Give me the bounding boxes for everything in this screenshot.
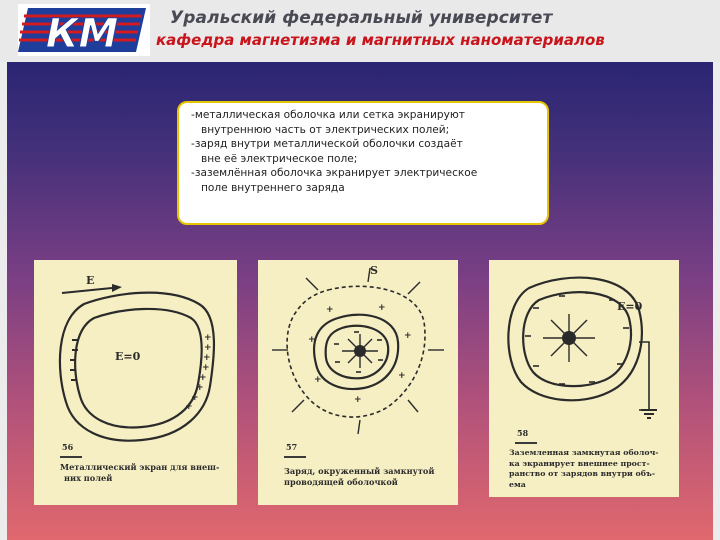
svg-text:+: + xyxy=(199,373,207,383)
statement-line: -металлическая оболочка или сетка экранируют xyxy=(191,109,465,121)
svg-text:+: + xyxy=(196,383,204,393)
department-title: кафедра магнетизма и магнитных наноматериалов xyxy=(156,31,605,49)
figure-enclosed-charge xyxy=(258,260,458,505)
statement-line: -заземлённая оболочка экранирует электрическое xyxy=(191,167,478,180)
figure-caption: Металлический экран для внеш- них полей xyxy=(60,462,220,483)
svg-text:+: + xyxy=(378,303,386,313)
figure-grounded-shell xyxy=(489,260,679,497)
statement-line: внутреннюю часть от электрических полей; xyxy=(201,123,450,136)
statement-line: поле внутреннего заряда xyxy=(201,181,345,194)
svg-text:+: + xyxy=(314,375,322,385)
svg-text:+: + xyxy=(202,363,210,373)
svg-text:+: + xyxy=(191,393,199,403)
svg-text:+: + xyxy=(185,402,193,412)
outer-field-label: E=0 xyxy=(617,300,643,313)
induced-positive-charges xyxy=(185,333,212,412)
svg-text:+: + xyxy=(308,335,316,345)
figure-number: 58 xyxy=(517,428,529,438)
svg-text:+: + xyxy=(204,343,212,353)
figure-number: 57 xyxy=(286,442,298,452)
svg-text:+: + xyxy=(404,331,412,341)
svg-text:КМ: КМ xyxy=(45,11,119,56)
header-bar xyxy=(0,0,720,62)
figure-number: 56 xyxy=(62,442,74,452)
svg-text:+: + xyxy=(354,395,362,405)
figure-caption: Заземленная замкнутая оболоч- ка экранирует внешнее прост- ранство от зарядов внутри объ- ема xyxy=(509,448,659,489)
statement-box xyxy=(177,101,549,225)
svg-text:+: + xyxy=(398,371,406,381)
university-title: Уральский федеральный университет xyxy=(170,8,553,28)
svg-text:+: + xyxy=(204,333,212,343)
figure-metal-screen xyxy=(34,260,237,505)
inner-field-label: E=0 xyxy=(115,350,141,363)
statement-line: вне её электрическое поле; xyxy=(201,152,358,165)
svg-text:+: + xyxy=(203,353,211,363)
university-logo xyxy=(18,4,150,56)
svg-text:+: + xyxy=(326,305,334,315)
statement-line: -заряд внутри металлической оболочки создаёт xyxy=(191,138,463,151)
field-label: E xyxy=(86,274,95,287)
figure-caption: Заряд, окруженный замкнутой проводящей оболочкой xyxy=(284,466,435,487)
surface-label: S xyxy=(370,264,378,277)
